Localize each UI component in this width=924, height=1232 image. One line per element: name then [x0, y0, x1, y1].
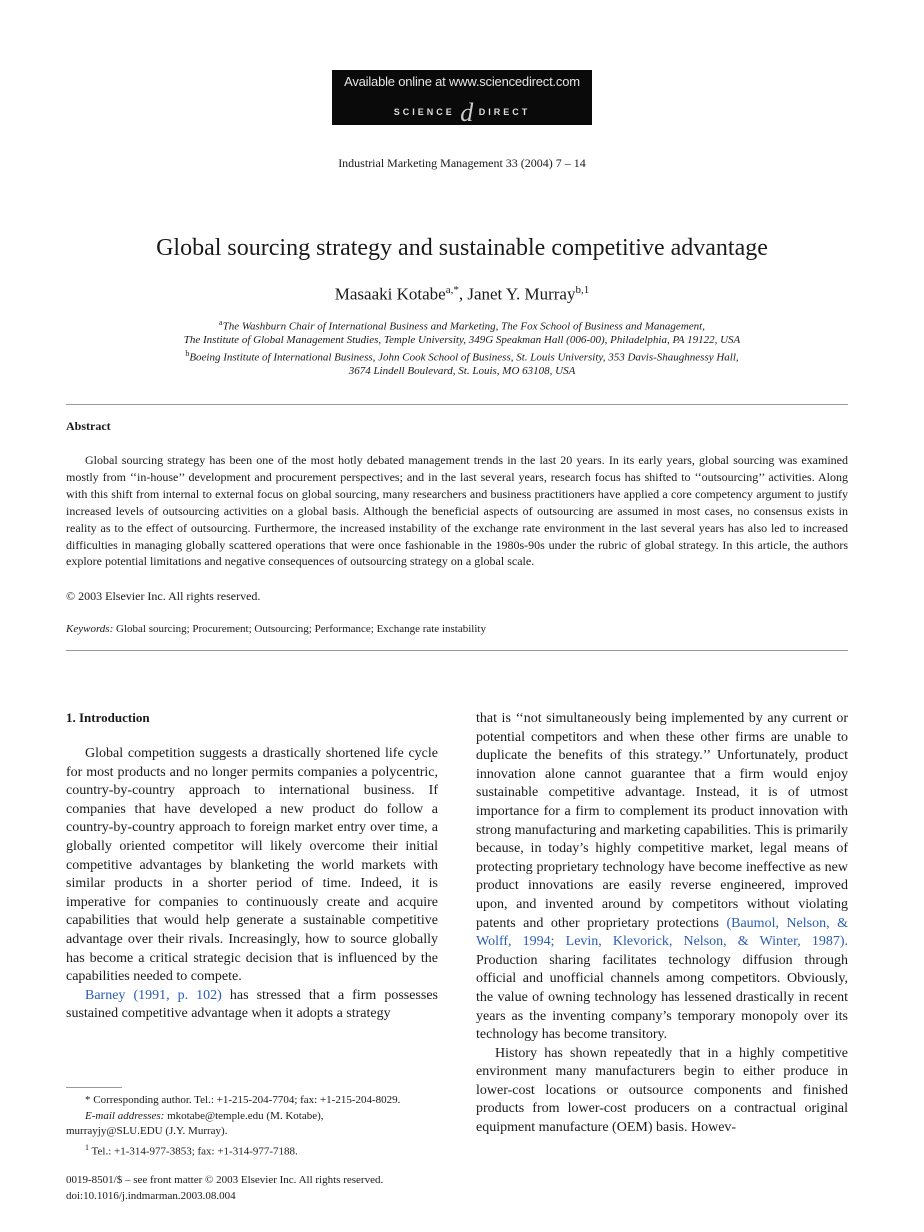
affiliation-a-text1: The Washburn Chair of International Business and Marketing, The Fox School of Business and Management,: [222, 320, 705, 333]
footnotes: [66, 1093, 446, 1160]
affiliation-b-text1: Boeing Institute of International Business, John Cook School of Business, St. Louis University, 353 Davis-Shaughnessy Hall,: [189, 351, 739, 364]
author-separator: ,: [458, 284, 468, 304]
logo-at-symbol: d: [460, 98, 474, 127]
abstract-copyright: © 2003 Elsevier Inc. All rights reserved.: [66, 589, 261, 603]
abstract-text: Global sourcing strategy has been one of the most hotly debated management trends in the last 20 years. In its early years, global sourcing was examined mostly from ‘‘in-house’’ development and procurement perspectives; and in the last several years, research focus has shifted to ‘‘outsourcing’’ activities. Along with this shift from internal to external focus on global sourcing, many researchers and business practitioners have applied a core competency argument to justify increased levels of outsourcing activities on a global basis. Although the beneficial aspects of outsourcing are assumed in most cases, no consensus exists in reality as to the effect of outsourcing. Furthermore, the increased instability of the exchange rate environment in the last several years has also led to increased difficulties in managing globally scattered operations that were once fashionable in the 1980s-90s under the rubric of global strategy. In this article, the authors explore potential limitations and negative consequences of outsourcing strategy on a global scale.: [66, 453, 848, 569]
logo-wordmark: [332, 98, 592, 128]
affiliation-b-line1: [0, 349, 924, 364]
affiliation-a-marker: a: [219, 318, 223, 327]
affiliation-a-line1: [0, 318, 924, 333]
left-column: [66, 745, 438, 1024]
intro-paragraph-2-text: has stressed that a firm possesses sustained competitive advantage when it adopts a strategy: [66, 987, 438, 1022]
right-paragraph-1-tail: Production sharing facilitates technology diffusion through official and unofficial channels among competitors. Obviously, the value of owning technology has lessened drastically in recent years as the inventing company’s temporary monopoly over its technology has become transitory.: [476, 952, 848, 1043]
paper-title: Global sourcing strategy and sustainable competitive advantage: [156, 235, 768, 261]
keywords: [66, 623, 486, 635]
keywords-text: Global sourcing; Procurement; Outsourcing; Performance; Exchange rate instability: [113, 623, 486, 635]
footnote-corresponding: * Corresponding author. Tel.: +1-215-204-7704; fax: +1-215-204-8029.: [85, 1094, 401, 1106]
author-list: [0, 284, 924, 305]
author-2-name: Janet Y. Murray: [467, 284, 576, 304]
logo-availability-text: Available online at www.sciencedirect.com: [344, 74, 580, 89]
affiliation-a-line2: The Institute of Global Management Studies, Temple University, 349G Speakman Hall (006-00), Philadelphia, PA 19122, USA: [183, 334, 741, 346]
sciencedirect-logo: [332, 70, 592, 125]
abstract-heading: Abstract: [66, 419, 111, 433]
footnote-email-1: mkotabe@temple.edu (M. Kotabe),: [164, 1109, 324, 1122]
author-1-marks: a,*: [445, 284, 459, 296]
front-matter: [66, 1173, 383, 1204]
citation-barney[interactable]: Barney (1991, p. 102): [85, 987, 222, 1003]
footnote-email: [66, 1109, 446, 1125]
right-column: [476, 710, 848, 1138]
right-paragraph-1: [476, 710, 848, 1045]
footnote-1-marker: 1: [85, 1142, 89, 1152]
journal-citation: Industrial Marketing Management 33 (2004) 7 – 14: [338, 156, 586, 170]
front-matter-doi: doi:10.1016/j.indmarman.2003.08.004: [66, 1189, 236, 1202]
section-heading-introduction: 1. Introduction: [66, 710, 150, 725]
citation-baumol-levin[interactable]: (Baumol, Nelson, & Wolff, 1994; Levin, Klevorick, Nelson, & Winter, 1987).: [476, 915, 848, 950]
footnote-email-label: E-mail addresses:: [85, 1109, 165, 1122]
front-matter-issn: 0019-8501/$ – see front matter © 2003 Elsevier Inc. All rights reserved.: [66, 1174, 384, 1186]
keywords-label: Keywords:: [66, 623, 114, 635]
affiliation-b-line2: 3674 Lindell Boulevard, St. Louis, MO 63108, USA: [348, 365, 576, 377]
footnote-email-2: murrayjy@SLU.EDU (J.Y. Murray).: [66, 1125, 228, 1137]
intro-paragraph-1: Global competition suggests a drastically shortened life cycle for most products and no longer permits companies a polycentric, country-by-country approach to international business. If companies that have developed a new product do follow a country-by-country approach to foreign market entry over time, a globally oriented competitor will likely overcome their initial competitive advantages by blanketing the world markets with similar products in a shorter period of time. Indeed, it is imperative for companies to continuously create and acquire capabilities that would help generate a sustainable competitive advantage over their rivals. Increasingly, how to source globally has become a critical strategic decision that is influenced by the capabilities needed to compete.: [66, 746, 438, 985]
logo-direct: DIRECT: [478, 107, 531, 117]
right-paragraph-2: History has shown repeatedly that in a highly competitive environment many manufacturers begin to either produce in lower-cost locations or outsource components and finished products from lower-cost producers on a contractual original equipment manufacture (OEM) basis. Howev-: [476, 1045, 848, 1136]
affiliation-b-marker: b: [185, 349, 190, 358]
logo-science: SCIENCE: [393, 107, 455, 117]
intro-paragraph-2: [66, 987, 438, 1024]
footnote-1-text: Tel.: +1-314-977-3853; fax: +1-314-977-7188.: [89, 1145, 298, 1158]
author-2-marks: b,1: [575, 284, 590, 296]
divider-top: [66, 404, 848, 405]
divider-bottom: [66, 650, 848, 651]
author-1-name: Masaaki Kotabe: [334, 284, 446, 304]
footnote-rule: [66, 1087, 122, 1088]
footnote-1: [66, 1140, 446, 1160]
right-paragraph-1-text: that is ‘‘not simultaneously being implemented by any current or potential competitors and when these other firms are unable to duplicate the benefits of this strategy.’’ Unfortunately, product innovation alone cannot guarantee that a firm would enjoy sustainable competitive advantage. Instead, it is of utmost importance for a firm to complement its product innovation with strong manufacturing and marketing capabilities. This is primarily because, in today’s highly competitive market, legal means of protecting proprietary technology have become ineffective as new product innovations are easily reverse engineered, improved upon, and invented around by competitors without violating patents and other proprietary protections: [476, 711, 848, 931]
